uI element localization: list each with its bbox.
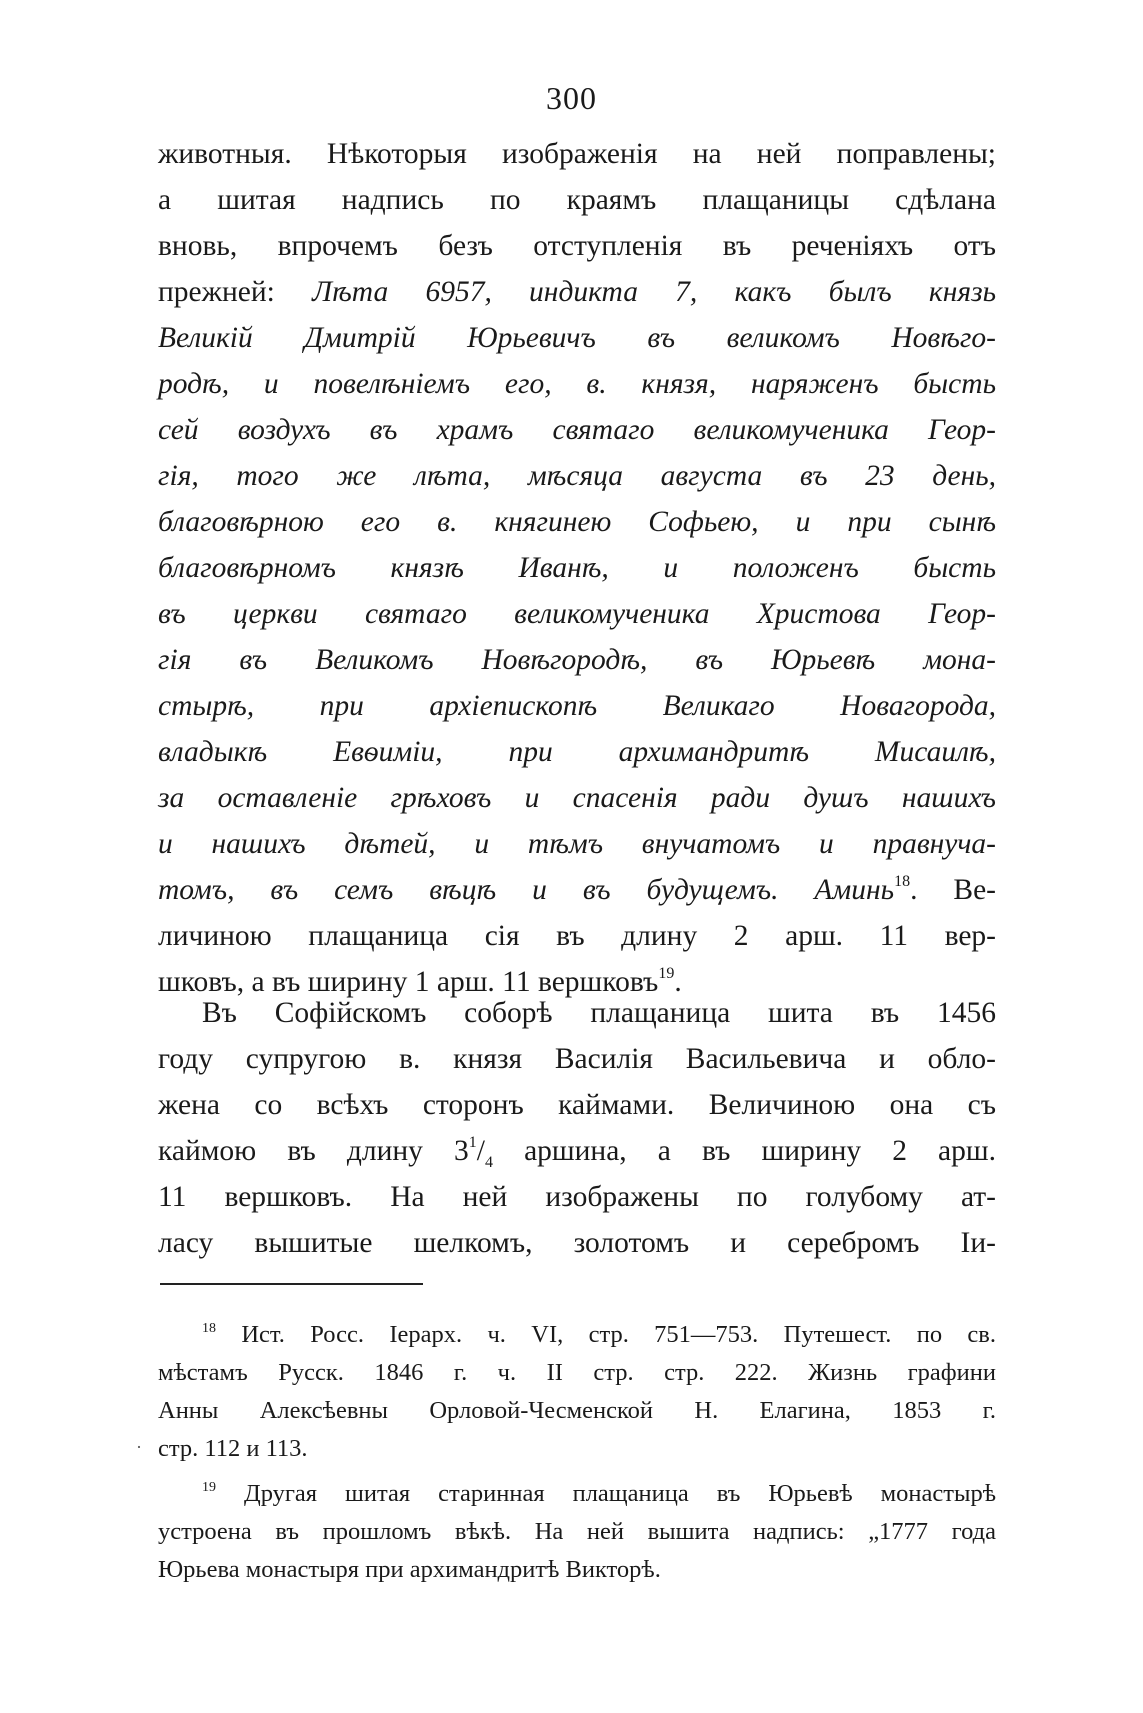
footnote-marker: 18 xyxy=(202,1321,216,1336)
footnote-19 xyxy=(158,1475,996,1589)
fraction-numerator: 1 xyxy=(468,1134,477,1151)
text-line: личиною плащаница сія въ длину 2 арш. 11 вер- xyxy=(158,920,996,952)
text-fragment: . xyxy=(674,966,682,998)
fraction-slash: / xyxy=(476,1135,485,1167)
inscription-text: томъ, въ семъ вѣцѣ и въ будущемъ. Аминь xyxy=(158,874,895,906)
text-fragment: . Ве- xyxy=(910,874,997,906)
text-line: животныя. Нѣкоторыя изображенія на ней поправлены; xyxy=(158,138,996,170)
text-line: ласу вышитые шелкомъ, золотомъ и серебромъ Іи- xyxy=(158,1227,996,1259)
text-line xyxy=(158,1128,996,1174)
footnote-18 xyxy=(158,1316,996,1468)
footnote-line: Юрьева монастыря при архимандритѣ Викторѣ. xyxy=(158,1556,661,1583)
inscription-line: за оставленіе грѣховъ и спасенія ради душъ нашихъ xyxy=(158,782,996,814)
page-number: 300 xyxy=(546,80,597,116)
inscription-line: гія, того же лѣта, мѣсяца августа въ 23 день, xyxy=(158,460,996,492)
inscription-line: благовѣрномъ князѣ Иванѣ, и положенъ бысть xyxy=(158,552,996,584)
inscription-line: въ церкви святаго великомученика Христова Геор- xyxy=(158,598,996,630)
text-fragment: каймою въ длину 3 xyxy=(158,1135,469,1167)
text-line: вновь, впрочемъ безъ отступленія въ реченіяхъ отъ xyxy=(158,230,996,262)
inscription-line: родѣ, и повелѣніемъ его, в. князя, наряженъ бысть xyxy=(158,368,996,400)
inscription-text: Лѣта 6957, индикта 7, какъ былъ князь xyxy=(312,276,997,308)
text-line: Въ Софійскомъ соборѣ плащаница шита въ 1456 xyxy=(202,997,996,1029)
inscription-line: сей воздухъ въ храмъ святаго великомученика Геор- xyxy=(158,414,996,446)
inscription-line: и нашихъ дѣтей, и тѣмъ внучатомъ и правнуча- xyxy=(158,828,996,860)
footnote-ref-19: 19 xyxy=(658,965,675,982)
footnote-line: устроена въ прошломъ вѣкѣ. На ней вышита надпись: „1777 года xyxy=(158,1518,996,1545)
footnote-text: Ист. Росс. Іерарх. ч. VI, стр. 751—753. Путешест. по св. xyxy=(241,1321,996,1348)
inscription-line: благовѣрною его в. княгинею Софьею, и при сынѣ xyxy=(158,506,996,538)
footnote-line xyxy=(158,1475,996,1513)
text-line: жена со всѣхъ сторонъ каймами. Величиною она съ xyxy=(158,1089,996,1121)
footnote-divider xyxy=(160,1283,423,1285)
footnote-line xyxy=(158,1316,996,1354)
inscription-line: гія въ Великомъ Новѣгородѣ, въ Юрьевѣ мона- xyxy=(158,644,996,676)
footnote-line: стр. 112 и 113. xyxy=(158,1435,308,1462)
text-line: а шитая надпись по краямъ плащаницы сдѣлана xyxy=(158,184,996,216)
text-fragment: шковъ, а въ ширину 1 арш. 11 вершковъ xyxy=(158,966,659,998)
inscription-line: Великій Дмитрій Юрьевичъ въ великомъ Новѣго- xyxy=(158,322,996,354)
footnote-ref-18: 18 xyxy=(894,873,911,890)
footnote-line: мѣстамъ Русск. 1846 г. ч. II стр. стр. 222. Жизнь графини xyxy=(158,1359,996,1386)
fraction-denominator: 4 xyxy=(484,1153,493,1171)
margin-mark: · xyxy=(136,1437,142,1457)
footnote-line: Анны Алексѣевны Орловой-Чесменской Н. Елагина, 1853 г. xyxy=(158,1397,996,1424)
inscription-line: стырѣ, при архіепископѣ Великаго Новагорода, xyxy=(158,690,996,722)
footnote-text: Другая шитая старинная плащаница въ Юрьевѣ монастырѣ xyxy=(243,1480,996,1507)
footnote-marker: 19 xyxy=(202,1480,216,1495)
text-line xyxy=(158,867,996,913)
text-fragment: аршина, а въ ширину 2 арш. xyxy=(492,1135,996,1167)
text-fragment: прежней: xyxy=(158,276,275,308)
text-line xyxy=(158,269,996,315)
inscription-line: владыкѣ Евѳиміи, при архимандритѣ Мисаилѣ, xyxy=(158,736,996,768)
text-line: году супругою в. князя Василія Васильевича и обло- xyxy=(158,1043,996,1075)
text-line: 11 вершковъ. На ней изображены по голубому ат- xyxy=(158,1181,996,1213)
main-paragraph xyxy=(158,131,996,1005)
second-paragraph xyxy=(158,990,996,1266)
